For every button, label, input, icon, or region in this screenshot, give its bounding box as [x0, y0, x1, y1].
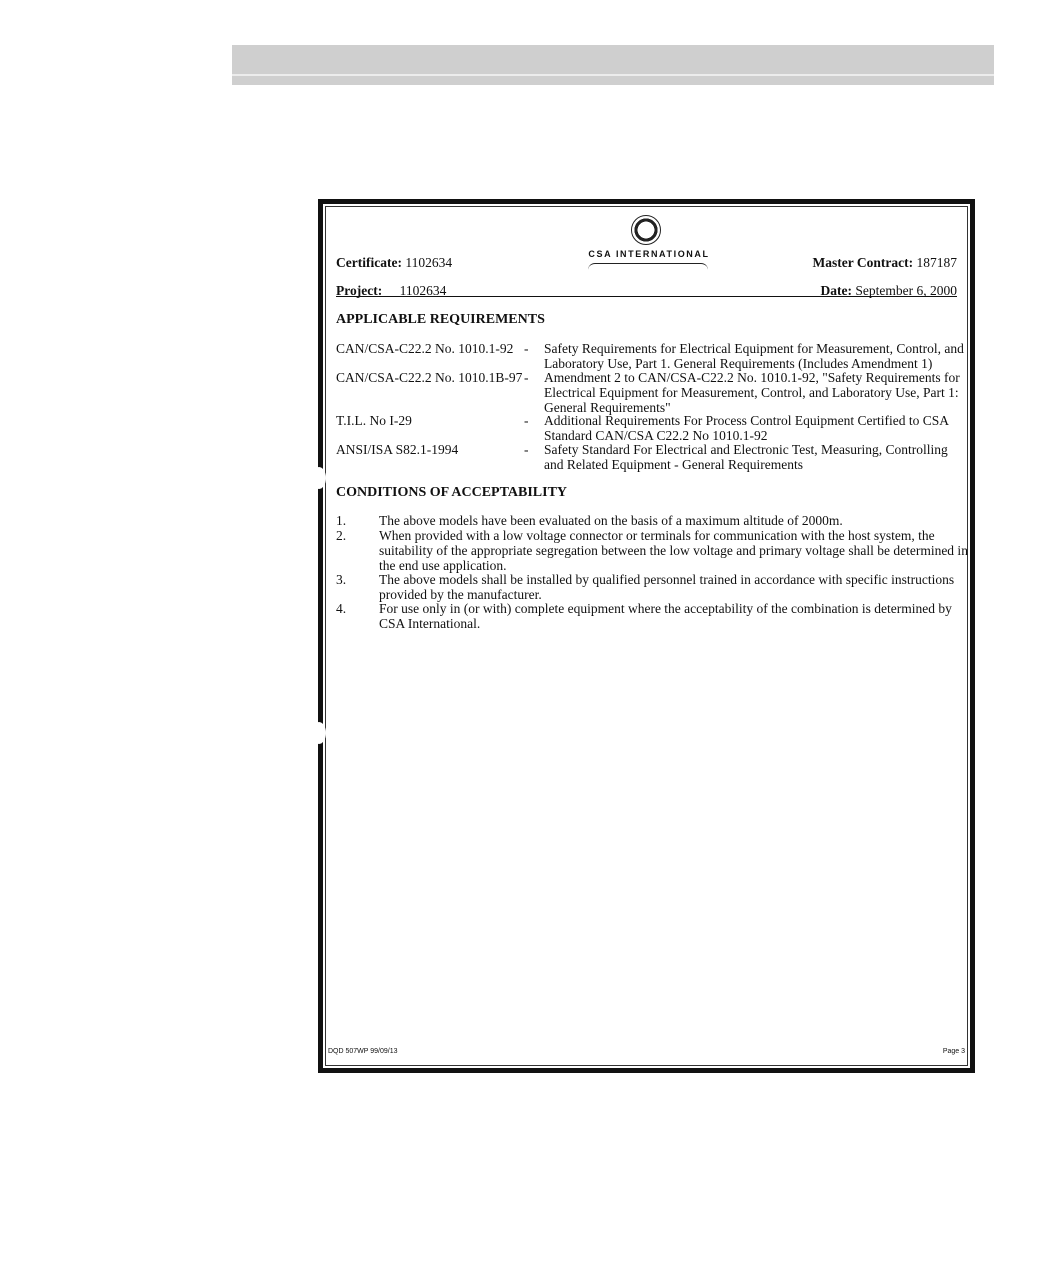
master-contract-field — [813, 255, 957, 271]
certificate-field — [336, 255, 452, 271]
requirement-description: Safety Standard For Electrical and Electronic Test, Measuring, Controlling and Related Equipment - General Requirements — [544, 442, 948, 472]
master-contract-number: 187187 — [916, 255, 957, 270]
date-value: September 6, 2000 — [855, 283, 957, 298]
condition-number: 4. — [336, 601, 347, 616]
certificate-label: Certificate: — [336, 255, 402, 270]
requirement-dash: - — [524, 341, 529, 356]
condition-number: 2. — [336, 528, 347, 543]
csa-logo-icon — [631, 215, 661, 245]
project-label: Project: — [336, 283, 383, 298]
punch-hole — [312, 467, 326, 489]
logo-name: CSA INTERNATIONAL — [588, 249, 710, 259]
condition-text: When provided with a low voltage connector or terminals for communication with the host system, the suitability of the appropriate segregation between the low voltage and primary voltage shall be determined in the end use application. — [379, 528, 968, 573]
condition-text: For use only in (or with) complete equipment where the acceptability of the combination is determined by CSA International. — [379, 601, 952, 631]
punch-hole — [312, 722, 326, 744]
date-label: Date: — [820, 283, 853, 298]
applicable-requirements-heading: APPLICABLE REQUIREMENTS — [336, 312, 545, 327]
requirement-standard: ANSI/ISA S82.1-1994 — [336, 442, 459, 457]
certificate-number: 1102634 — [405, 255, 453, 270]
requirement-description: Additional Requirements For Process Control Equipment Certified to CSA Standard CAN/CSA C22.2 No 1010.1-92 — [544, 413, 949, 443]
footer-form-code: DQD 507WP 99/09/13 — [328, 1048, 398, 1055]
requirement-dash: - — [524, 442, 529, 457]
footer-page-number: Page 3 — [942, 1048, 965, 1055]
certificate-page — [318, 199, 975, 1073]
requirement-standard: CAN/CSA-C22.2 No. 1010.1-92 — [336, 341, 514, 356]
conditions-heading: CONDITIONS OF ACCEPTABILITY — [336, 485, 568, 500]
condition-text: The above models have been evaluated on the basis of a maximum altitude of 2000m. — [379, 513, 843, 528]
requirement-description: Safety Requirements for Electrical Equipment for Measurement, Control, and Laboratory Use, Part 1. General Requirements (Includes Amendment 1) — [544, 341, 964, 371]
header-rule — [336, 296, 957, 297]
requirement-standard: T.I.L. No I-29 — [336, 413, 412, 428]
requirement-dash: - — [524, 370, 529, 385]
project-number: 1102634 — [399, 283, 447, 298]
requirement-dash: - — [524, 413, 529, 428]
header-bar — [232, 45, 994, 85]
requirement-standard: CAN/CSA-C22.2 No. 1010.1B-97 — [336, 370, 523, 385]
certificate-inner-border — [325, 206, 968, 1066]
condition-number: 3. — [336, 572, 347, 587]
requirement-description: Amendment 2 to CAN/CSA-C22.2 No. 1010.1-92, "Safety Requirements for Electrical Equipment for Measurement, Control, and Laboratory Use, Part 1: General Requirements" — [544, 370, 960, 415]
csa-logo — [584, 215, 714, 271]
master-contract-label: Master Contract: — [812, 255, 914, 270]
logo-swoosh — [588, 263, 708, 270]
condition-text: The above models shall be installed by qualified personnel trained in accordance with specific instructions provided by the manufacturer. — [379, 572, 955, 602]
condition-number: 1. — [336, 513, 347, 528]
header-bar-divider — [232, 74, 994, 76]
